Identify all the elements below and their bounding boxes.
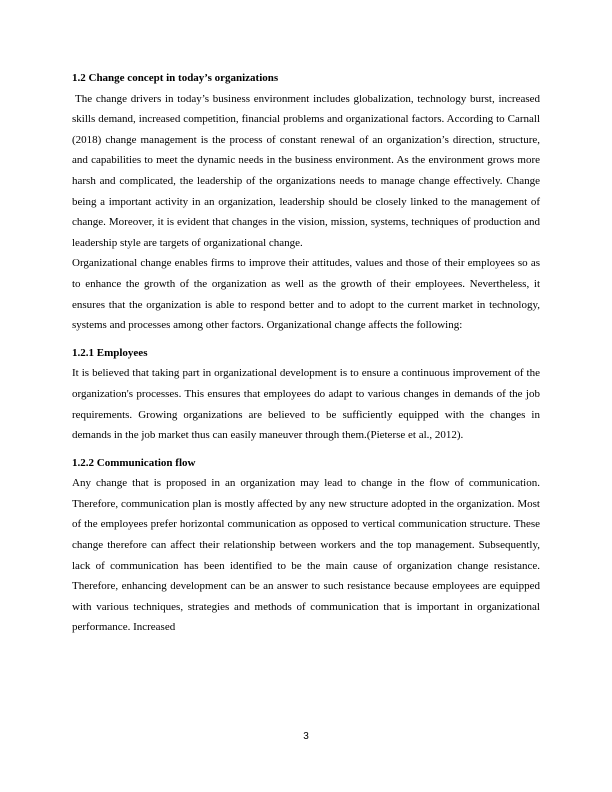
- section-heading: 1.2 Change concept in today’s organizations: [72, 72, 279, 84]
- paragraph-employees: It is believed that taking part in organizational development is to ensure a continuous improvement of the organization's processes. This ensures that employees do adapt to various changes in demands of the job requirements. Growing organizations are believed to be sufficiently equipped with the changes in demands in the job market thus can easily maneuver through them.(Pieterse et al., 2012).: [72, 367, 540, 442]
- paragraph-change-drivers: The change drivers in today’s business environment includes globalization, technology burst, increased skills demand, increased competition, financial problems and organizational factors. According to Carnall (2018) change management is the process of constant renewal of an organization’s direction, structure, and capabilities to meet the dynamic needs in the business environment. As the environment grows more harsh and complicated, the leadership of the organizations needs to manage change effectively. Change being a important activity in an organization, leadership should be closely linked to the management of change. Moreover, it is evident that changes in the vision, mission, systems, techniques of production and leadership style are targets of organizational change.: [72, 92, 540, 249]
- paragraph-communication: Any change that is proposed in an organization may lead to change in the flow of communication. Therefore, communication plan is mostly affected by any new structure adopted in the organization. Most of the employees prefer horizontal communication as opposed to vertical communication structure. These change therefore can affect their relationship between workers and the top management. Subsequently, lack of communication has been identified to be the main cause of organization change resistance. Therefore, enhancing development can be an answer to such resistance because employees are equipped with various techniques, strategies and methods of communication that is important in organizational performance. Increased: [72, 477, 540, 634]
- page-number: 3: [303, 731, 309, 742]
- subsection-heading-employees: 1.2.1 Employees: [72, 346, 148, 359]
- document-page: [72, 68, 540, 638]
- paragraph-organizational-change: Organizational change enables firms to improve their attitudes, values and those of their employees so as to enhance the growth of the organization as well as the growth of their employees. Nevertheless, it ensures that the organization is able to respond better and to adopt to the current market in technology, systems and processes among other factors. Organizational change affects the following:: [72, 257, 540, 332]
- subsection-heading-communication: 1.2.2 Communication flow: [72, 456, 196, 469]
